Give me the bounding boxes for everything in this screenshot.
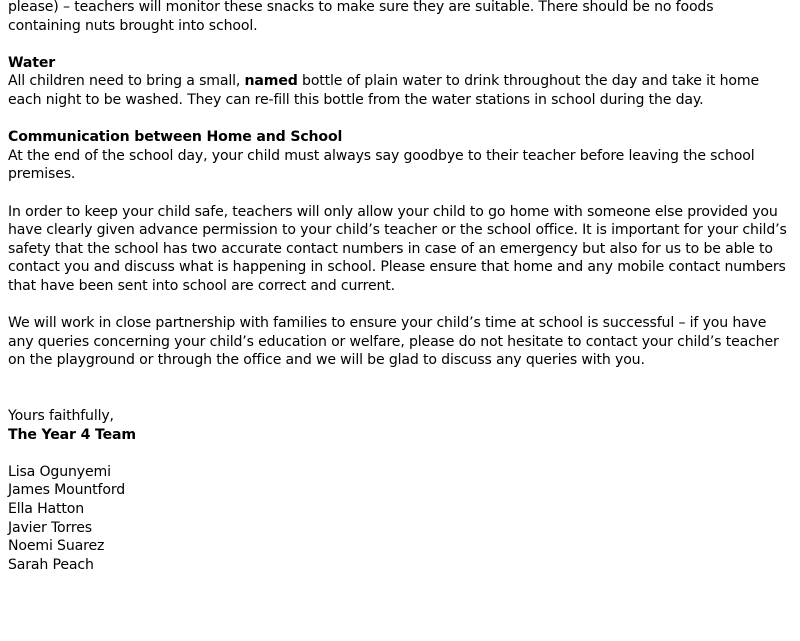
water-heading: Water bbox=[8, 54, 56, 71]
staff-list bbox=[8, 463, 792, 575]
water-text-end: bottle of plain water to drink throughout the day and take it home each night to be washed. They can re-fill this bottle from the water stations in school during the day. bbox=[8, 73, 759, 108]
staff-name: Noemi Suarez bbox=[8, 538, 105, 555]
closing-line: Yours faithfully, bbox=[8, 408, 114, 425]
spacer bbox=[8, 370, 792, 407]
water-paragraph bbox=[8, 72, 792, 109]
communication-heading: Communication between Home and School bbox=[8, 129, 343, 146]
intro-line-1: please) – teachers will monitor these snacks to make sure they are suitable. There should be no foods bbox=[8, 0, 714, 15]
communication-paragraph-2: In order to keep your child safe, teachers will only allow your child to go home with someone else provided you have clearly given advance permission to your child’s teacher or the school office. It is important for your child’s safety that the school has two accurate contact numbers in case of an emergency but also for us to be able to contact you and discuss what is happening in school. Please ensure that home and any mobile contact numbers that have been sent into school are correct and current. bbox=[8, 203, 787, 294]
water-emphasis: named bbox=[244, 73, 298, 90]
intro-line-2: containing nuts brought into school. bbox=[8, 17, 258, 34]
staff-name: Sarah Peach bbox=[8, 556, 94, 573]
staff-name: Javier Torres bbox=[8, 519, 92, 536]
communication-paragraph-1: At the end of the school day, your child must always say goodbye to their teacher before leaving the school premises. bbox=[8, 147, 755, 183]
staff-name: Ella Hatton bbox=[8, 501, 85, 518]
communication-paragraph-3: We will work in close partnership with families to ensure your child’s time at school is successful – if you have any queries concerning your child’s education or welfare, please do not hesitate to contact your child’s teacher on the playground or through the office and we will be glad to discuss any queries with you. bbox=[8, 315, 779, 369]
spacer bbox=[8, 184, 792, 203]
letter-document bbox=[8, 0, 792, 574]
spacer bbox=[8, 110, 792, 129]
team-signature: The Year 4 Team bbox=[8, 426, 136, 443]
water-text-start: All children need to bring a small, bbox=[8, 73, 245, 90]
staff-name: James Mountford bbox=[8, 482, 126, 499]
spacer bbox=[8, 296, 792, 315]
spacer bbox=[8, 444, 792, 463]
staff-name: Lisa Ogunyemi bbox=[8, 463, 111, 480]
spacer bbox=[8, 35, 792, 54]
